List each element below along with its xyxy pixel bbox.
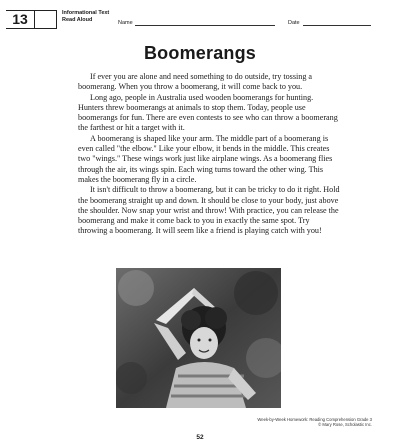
- page-number: 52: [196, 434, 204, 441]
- boy-with-boomerang-photo: [116, 268, 281, 408]
- lesson-type-label: Informational Text Read Aloud: [62, 10, 110, 23]
- lesson-number: 13: [6, 11, 35, 28]
- story-paragraph: It isn't difficult to throw a boomerang, but it can be tricky to do it right. Hold the boomerang straight up and down. It should be close to your body, just above the shoulder. Now snap your wrist and throw! With practice, you can release the boomerang and make it come back to you in exactly the same spot. Try throwing a boomerang. It will seem like a friend is playing catch with you!: [78, 185, 340, 236]
- page-title: Boomerangs: [143, 43, 257, 63]
- date-label: Date: [288, 20, 300, 26]
- story-text: [78, 72, 340, 237]
- name-label: Name: [118, 20, 133, 26]
- story-paragraph: Long ago, people in Australia used wooden boomerangs for hunting. Hunters threw boomerangs at animals to stop them. Today, people use boomerangs for fun. There are even contests to see who can throw a boomerang the farthest or hit a target with it.: [78, 92, 338, 133]
- story-paragraph: A boomerang is shaped like your arm. The middle part of a boomerang is even called "the elbow." Like your elbow, it bends in the middle. This creates two "wings." These wings work just like airplane wings. As a boomerang flies through the air, its wings spin. Each wing turns toward the other wing. This makes the boomerang fly in a circle.: [78, 133, 333, 184]
- story-paragraph: If ever you are alone and need something to do outside, try tossing a boomerang. When you throw a boomerang, it will come back to you.: [78, 72, 313, 92]
- lesson-badge: [6, 10, 57, 29]
- date-field[interactable]: [303, 25, 371, 26]
- copyright-credit: Week-by-Week Homework: Reading Comprehension Grade 3 © Mary Rose, Scholastic Inc.: [257, 417, 372, 427]
- worksheet-header: [0, 0, 400, 34]
- name-field[interactable]: [135, 25, 275, 26]
